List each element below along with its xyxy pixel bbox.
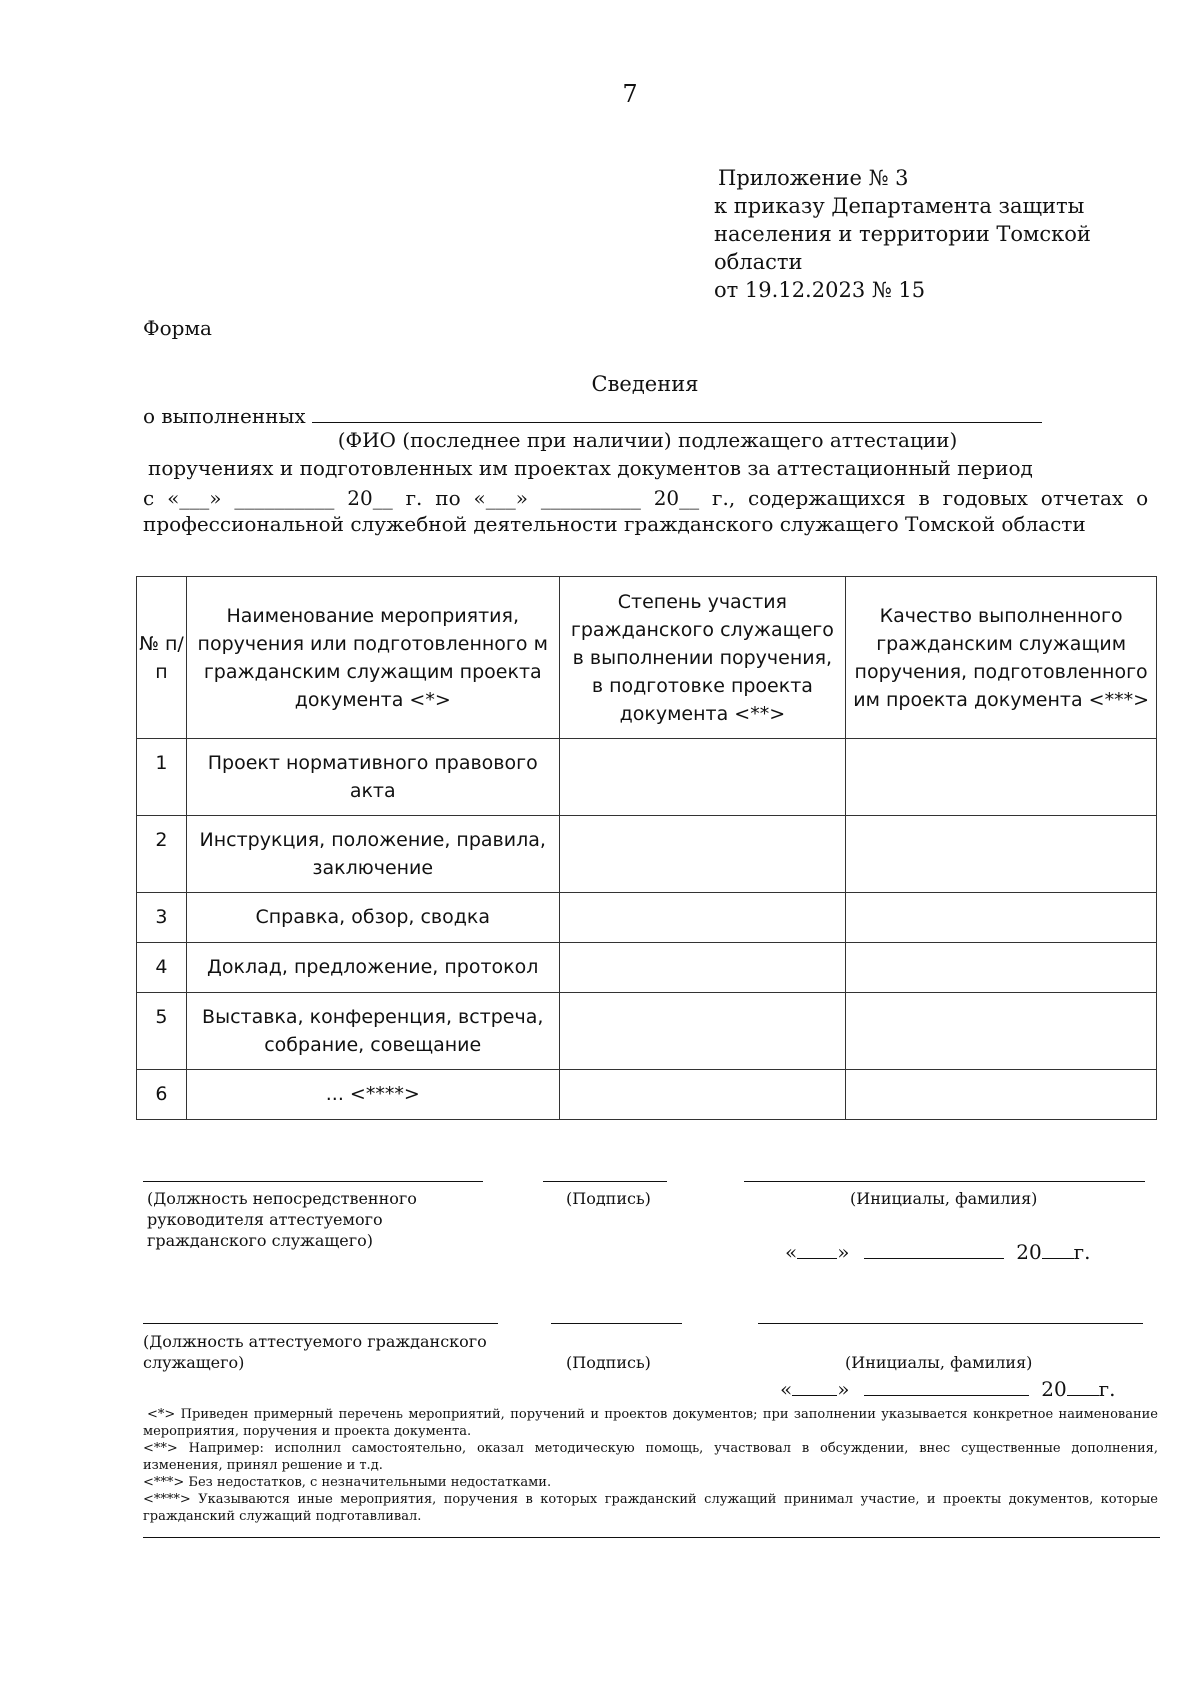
appendix-line: Приложение № 3 xyxy=(718,166,909,190)
row-number: 1 xyxy=(137,739,187,816)
fio-hint: (ФИО (последнее при наличии) подлежащего аттестации) xyxy=(337,428,958,452)
column-header-quality: Качество выполненного гражданским служащим поручения, подготовленного им проекта документа <***> xyxy=(846,577,1157,739)
participation-cell[interactable] xyxy=(559,1070,846,1120)
period-month-2: __________ xyxy=(540,486,641,510)
date-row-1 xyxy=(785,1240,1091,1264)
row-name: Проект нормативного правового акта xyxy=(186,739,559,816)
row-name: Справка, обзор, сводка xyxy=(186,893,559,943)
footnote-2: <**> Например: исполнил самостоятельно, оказал методическую помощь, участвовал в обсуждении, внес существенные дополнения, изменения, принял решение и т.д. xyxy=(143,1441,1158,1473)
quality-cell[interactable] xyxy=(846,739,1157,816)
period-text: г., содержащихся xyxy=(712,486,906,510)
year-suffix: г. xyxy=(1073,1240,1091,1264)
year-suffix: г. xyxy=(1098,1377,1116,1401)
position-caption-2: (Должность аттестуемого гражданского служащего) xyxy=(143,1332,487,1372)
period-text: г. по xyxy=(405,486,461,510)
activities-table xyxy=(136,576,1157,1120)
period-year-1: 20__ xyxy=(347,486,393,510)
table-header-row xyxy=(137,577,1157,739)
quality-cell[interactable] xyxy=(846,1070,1157,1120)
month-blank[interactable] xyxy=(864,1240,1004,1259)
table-row xyxy=(137,993,1157,1070)
column-header-participation: Степень участия гражданского служащего в выполнении поручения, в подготовке проекта документа <**> xyxy=(559,577,846,739)
period-month-1: __________ xyxy=(234,486,335,510)
period-text: о xyxy=(1136,486,1149,510)
column-header-number: № п/п xyxy=(137,577,187,739)
date-row-2 xyxy=(780,1377,1116,1401)
year-prefix: 20 xyxy=(1041,1377,1067,1401)
period-continuation: профессиональной служебной деятельности гражданского служащего Томской области xyxy=(143,512,1086,536)
date-quote: « xyxy=(785,1240,798,1264)
position-line-1[interactable] xyxy=(143,1181,483,1182)
year-blank[interactable] xyxy=(1042,1240,1074,1259)
footnotes xyxy=(143,1406,1158,1525)
participation-cell[interactable] xyxy=(559,816,846,893)
period-day-1: «___» xyxy=(167,486,222,510)
page-number: 7 xyxy=(622,80,638,108)
participation-cell[interactable] xyxy=(559,739,846,816)
initials-caption-1: (Инициалы, фамилия) xyxy=(850,1189,1038,1208)
day-blank[interactable] xyxy=(797,1240,837,1259)
initials-line-1[interactable] xyxy=(744,1181,1145,1182)
row-name: ... <****> xyxy=(186,1070,559,1120)
appendix-line: населения и территории Томской xyxy=(714,222,1091,246)
period-text: отчетах xyxy=(1040,486,1124,510)
signature-line-2[interactable] xyxy=(551,1323,682,1324)
document-title: Сведения xyxy=(591,372,699,396)
row-name: Инструкция, положение, правила, заключение xyxy=(186,816,559,893)
table-row xyxy=(137,739,1157,816)
period-text: годовых xyxy=(942,486,1028,510)
year-prefix: 20 xyxy=(1016,1240,1042,1264)
quality-cell[interactable] xyxy=(846,943,1157,993)
footnote-rule xyxy=(143,1537,1160,1538)
participation-cell[interactable] xyxy=(559,893,846,943)
period-text: в xyxy=(918,486,930,510)
intro-line xyxy=(143,402,1042,428)
table-row xyxy=(137,893,1157,943)
footnote-3: <***> Без недостатков, с незначительными недостатками. xyxy=(143,1475,552,1490)
row-number: 5 xyxy=(137,993,187,1070)
row-number: 4 xyxy=(137,943,187,993)
row-number: 2 xyxy=(137,816,187,893)
quality-cell[interactable] xyxy=(846,993,1157,1070)
quality-cell[interactable] xyxy=(846,893,1157,943)
row-number: 3 xyxy=(137,893,187,943)
footnote-1: <*> Приведен примерный перечень мероприятий, поручений и проектов документов; при заполнении указывается конкретное наименование мероприятия, поручения и проекта документа. xyxy=(143,1407,1158,1439)
initials-caption-2: (Инициалы, фамилия) xyxy=(845,1353,1033,1372)
fio-blank xyxy=(312,402,1042,423)
month-blank[interactable] xyxy=(864,1377,1029,1396)
table-row xyxy=(137,1070,1157,1120)
date-quote: » xyxy=(837,1377,850,1401)
column-header-name: Наименование мероприятия, поручения или подготовленного м гражданским служащим проекта документа <*> xyxy=(186,577,559,739)
row-name: Доклад, предложение, протокол xyxy=(186,943,559,993)
participation-cell[interactable] xyxy=(559,993,846,1070)
signature-caption-2: (Подпись) xyxy=(566,1353,651,1372)
footnote-4: <****> Указываются иные мероприятия, поручения в которых гражданский служащий принимал участие, и проекты документов, которые гражданский служащий подготавливал. xyxy=(143,1492,1158,1524)
period-line xyxy=(143,484,1148,512)
date-quote: « xyxy=(780,1377,793,1401)
participation-cell[interactable] xyxy=(559,943,846,993)
initials-line-2[interactable] xyxy=(758,1323,1143,1324)
year-blank[interactable] xyxy=(1067,1377,1099,1396)
period-day-2: «___» xyxy=(473,486,528,510)
signature-caption-1: (Подпись) xyxy=(566,1189,651,1208)
appendix-block xyxy=(714,164,1091,304)
intro-line-3: поручениях и подготовленных им проектах документов за аттестационный период xyxy=(148,456,1033,480)
row-number: 6 xyxy=(137,1070,187,1120)
row-name: Выставка, конференция, встреча, собрание, совещание xyxy=(186,993,559,1070)
appendix-line: области xyxy=(714,250,803,274)
position-line-2[interactable] xyxy=(143,1323,498,1324)
position-caption-1: (Должность непосредственного руководителя аттестуемого гражданского служащего) xyxy=(147,1189,417,1250)
intro-prefix: о выполненных xyxy=(143,404,306,428)
date-quote: » xyxy=(837,1240,850,1264)
table-row xyxy=(137,943,1157,993)
appendix-line: от 19.12.2023 № 15 xyxy=(714,278,926,302)
table-row xyxy=(137,816,1157,893)
period-year-2: 20__ xyxy=(653,486,700,510)
signature-line-1[interactable] xyxy=(543,1181,667,1182)
day-blank[interactable] xyxy=(792,1377,837,1396)
form-label: Форма xyxy=(143,316,212,340)
quality-cell[interactable] xyxy=(846,816,1157,893)
appendix-line: к приказу Департамента защиты xyxy=(714,194,1085,218)
period-text: с xyxy=(143,486,155,510)
